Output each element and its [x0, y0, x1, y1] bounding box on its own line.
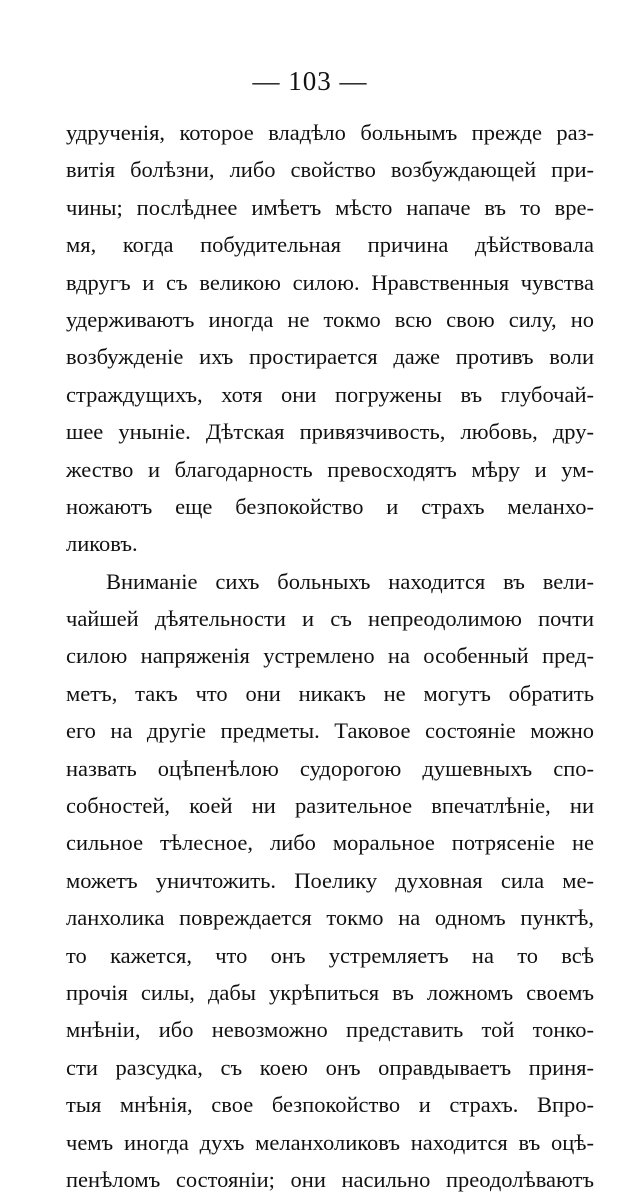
text-line: то кажется, что онъ устремляетъ на то всѣ	[66, 942, 594, 968]
text-line: удерживаютъ иногда не токмо всю свою силу, но	[66, 306, 594, 332]
text-line: чайшей дѣятельности и съ непреодолимою почти	[66, 606, 594, 632]
text-line: собностей, коей ни разительное впечатлѣніе, ни	[66, 793, 594, 819]
body-text	[66, 114, 594, 1198]
page-number: — 103 —	[252, 66, 368, 96]
text-line: сильное тѣлесное, либо моральное потрясеніе не	[66, 830, 594, 856]
text-line: удрученія, которое владѣло больнымъ прежде раз-	[66, 120, 594, 145]
text-line: мя, когда побудительная причина дѣйствовала	[66, 232, 594, 258]
text-line: жество и благодарность превосходятъ мѣру и ум-	[66, 456, 594, 482]
text-line: тыя мнѣнія, свое безпокойство и страхъ. Впро-	[66, 1092, 594, 1118]
text-line: возбужденіе ихъ простирается даже противъ воли	[66, 344, 594, 370]
text-line: силою напряженія устремлено на особенный пред-	[66, 643, 594, 669]
text-line: сти разсудка, съ коею онъ оправдываетъ приня-	[66, 1054, 594, 1080]
text-line: назвать оцѣпенѣлою судорогою душевныхъ спо-	[66, 755, 594, 781]
text-line: Вниманіе сихъ больныхъ находится въ вели-	[106, 568, 594, 594]
text-line: ликовъ.	[66, 531, 138, 557]
text-line: страждущихъ, хотя они погружены въ глубочай-	[66, 381, 594, 407]
paragraph-1	[66, 114, 594, 563]
text-line: ножаютъ еще безпокойство и страхъ меланхо-	[66, 493, 594, 519]
text-line: шее уныніе. Дѣтская привязчивость, любовь, дру-	[66, 419, 594, 445]
paragraph-2	[66, 563, 594, 1198]
text-line: чины; послѣднее имѣетъ мѣсто напаче въ то вре-	[66, 194, 594, 220]
text-line: его на другіе предметы. Таковое состояніе можно	[66, 718, 594, 744]
text-line: прочія силы, дабы укрѣпиться въ ложномъ своемъ	[66, 979, 594, 1005]
text-line: мнѣніи, ибо невозможно представить той тонко-	[66, 1017, 594, 1043]
text-line: ланхолика повреждается токмо на одномъ пунктѣ,	[66, 905, 594, 931]
text-line: пенѣломъ состояніи; они насильно преодолѣваютъ	[66, 1166, 594, 1192]
text-line: вдругъ и съ великою силою. Нравственныя чувства	[66, 269, 594, 295]
text-line: можетъ уничтожить. Поелику духовная сила ме-	[66, 867, 594, 893]
text-line: чемъ иногда духъ меланхоликовъ находится въ оцѣ-	[66, 1129, 594, 1155]
text-line: метъ, такъ что они никакъ не могутъ обратить	[66, 680, 594, 706]
text-line: витія болѣзни, либо свойство возбуждающей при-	[66, 157, 594, 183]
